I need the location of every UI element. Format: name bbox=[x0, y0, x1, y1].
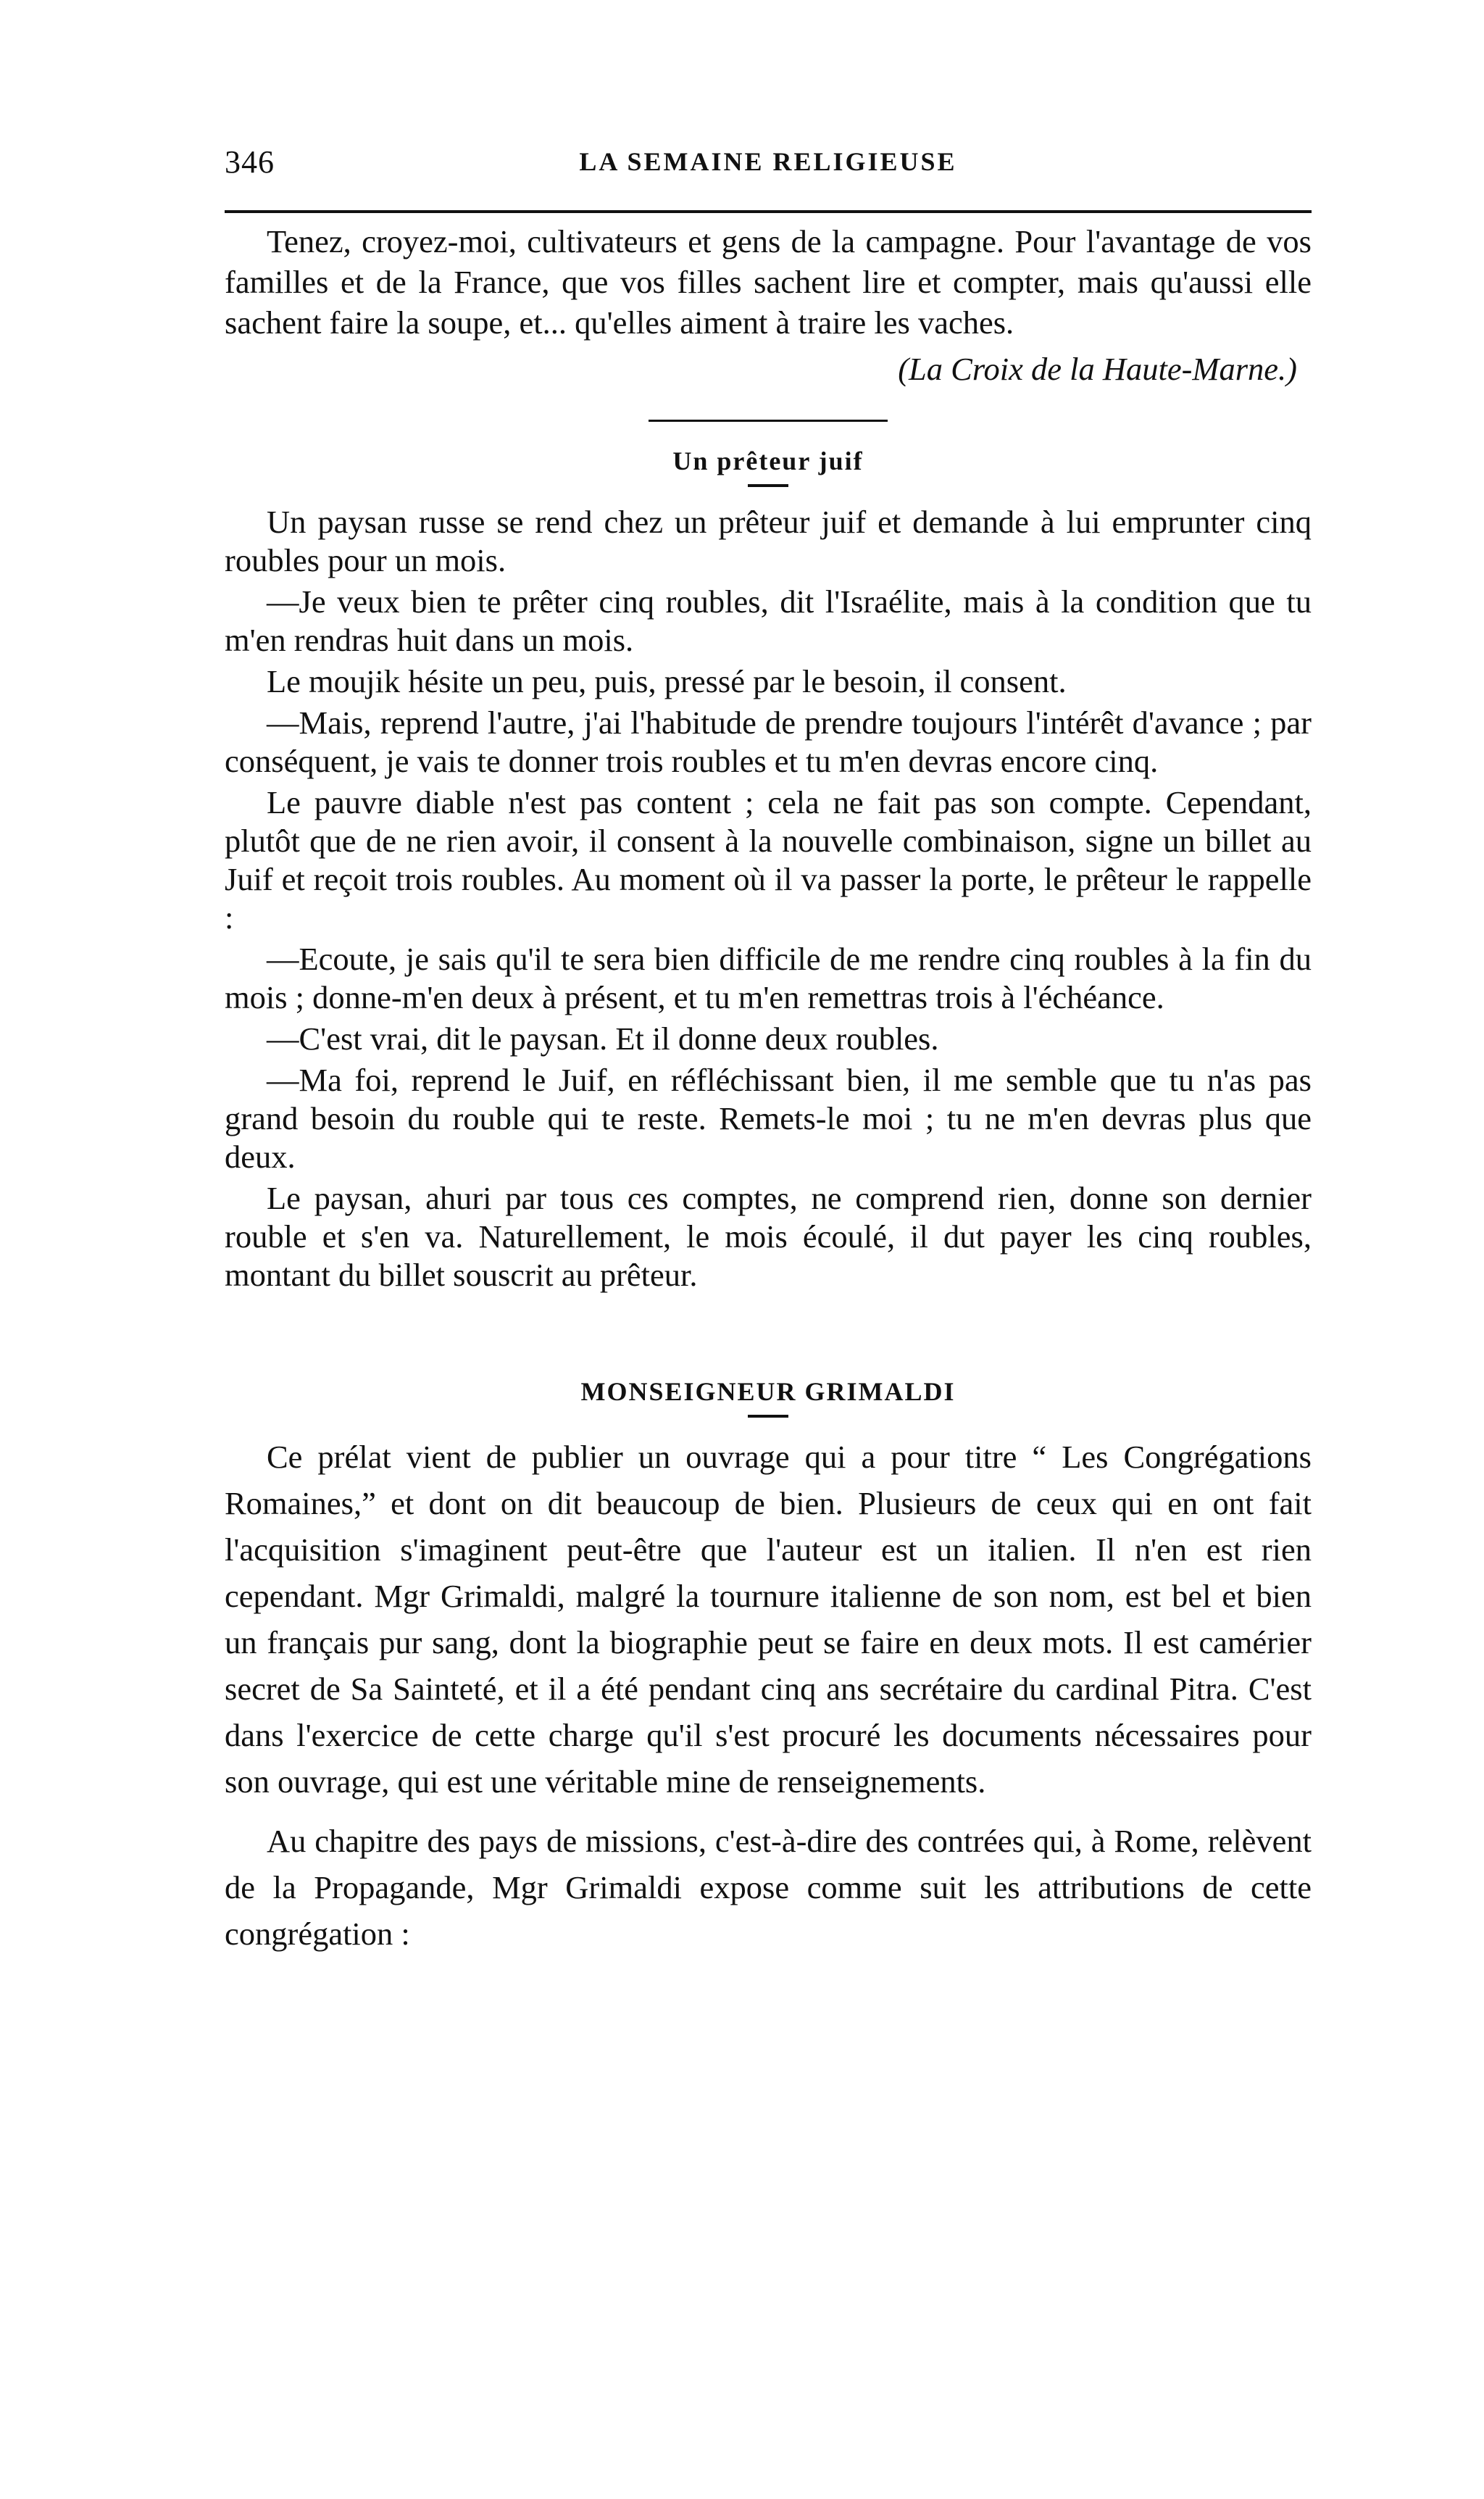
section-grimaldi bbox=[225, 1434, 1312, 1957]
running-title: LA SEMAINE RELIGIEUSE bbox=[579, 147, 957, 176]
paragraph: —Ecoute, je sais qu'il te sera bien difficile de me rendre cinq roubles à la fin du mois ; donne-m'en deux à présent, et tu m'en remettras trois à l'échéance. bbox=[225, 941, 1312, 1015]
title-underline bbox=[748, 484, 788, 487]
paragraph: Le pauvre diable n'est pas content ; cela ne fait pas son compte. Cependant, plutôt que de ne rien avoir, il consent à la nouvelle combinaison, signe un billet au Juif et reçoit trois roubles. Au moment où il va passer la porte, le prêteur le rappelle : bbox=[225, 784, 1312, 936]
intro-paragraph: Tenez, croyez-moi, cultivateurs et gens de la campagne. Pour l'avantage de vos familles et de la France, que vos filles sachent lire et compter, mais qu'aussi elle sachent faire la soupe, et... qu'elles aiment à traire les vaches. bbox=[225, 223, 1312, 341]
paragraph: Au chapitre des pays de missions, c'est-à-dire des contrées qui, à Rome, relèvent de la Propagande, Mgr Grimaldi expose comme suit les attributions de cette congrégation : bbox=[225, 1823, 1312, 1952]
header-rule bbox=[225, 210, 1312, 213]
source-citation: (La Croix de la Haute-Marne.) bbox=[898, 351, 1297, 387]
section-title-preteur: Un prêteur juif bbox=[672, 446, 864, 475]
section-preteur bbox=[225, 503, 1312, 1294]
title-underline bbox=[748, 1415, 788, 1418]
paragraph: —Ma foi, reprend le Juif, en réfléchissant bien, il me semble que tu n'as pas grand besoin du rouble qui te reste. Remets-le moi ; tu ne m'en devras plus que deux. bbox=[225, 1062, 1312, 1175]
paragraph: —Mais, reprend l'autre, j'ai l'habitude de prendre toujours l'intérêt d'avance ; par conséquent, je vais te donner trois roubles et tu m'en devras encore cinq. bbox=[225, 704, 1312, 779]
paragraph: —C'est vrai, dit le paysan. Et il donne deux roubles. bbox=[267, 1020, 939, 1057]
running-head bbox=[225, 144, 1312, 187]
section-title-grimaldi: MONSEIGNEUR GRIMALDI bbox=[580, 1377, 956, 1406]
page-number: 346 bbox=[225, 144, 275, 180]
paragraph: Un paysan russe se rend chez un prêteur juif et demande à lui emprunter cinq roubles pour un mois. bbox=[225, 504, 1312, 578]
page-body bbox=[225, 221, 1312, 1957]
paragraph: —Je veux bien te prêter cinq roubles, dit l'Israélite, mais à la condition que tu m'en rendras huit dans un mois. bbox=[225, 583, 1312, 658]
paragraph: Ce prélat vient de publier un ouvrage qui a pour titre “ Les Congrégations Romaines,” et dont on dit beaucoup de bien. Plusieurs de ceux qui en ont fait l'acquisition s'imaginent peut-être que l'auteur est un italien. Il n'en est rien cependant. Mgr Grimaldi, malgré la tournure italienne de son nom, est bel et bien un français pur sang, dont la biographie peut se faire en deux mots. Il est camérier secret de Sa Sainteté, et il a été pendant cinq ans secrétaire du cardinal Pitra. C'est dans l'exercice de cette charge qu'il s'est procuré les documents nécessaires pour son ouvrage, qui est une véritable mine de renseignements. bbox=[225, 1439, 1312, 1800]
paragraph: Le moujik hésite un peu, puis, pressé par le besoin, il consent. bbox=[267, 663, 1067, 699]
section-separator bbox=[649, 420, 888, 422]
paragraph: Le paysan, ahuri par tous ces comptes, ne comprend rien, donne son dernier rouble et s'en va. Naturellement, le mois écoulé, il dut payer les cinq roubles, montant du billet souscrit au prêteur. bbox=[225, 1180, 1312, 1293]
